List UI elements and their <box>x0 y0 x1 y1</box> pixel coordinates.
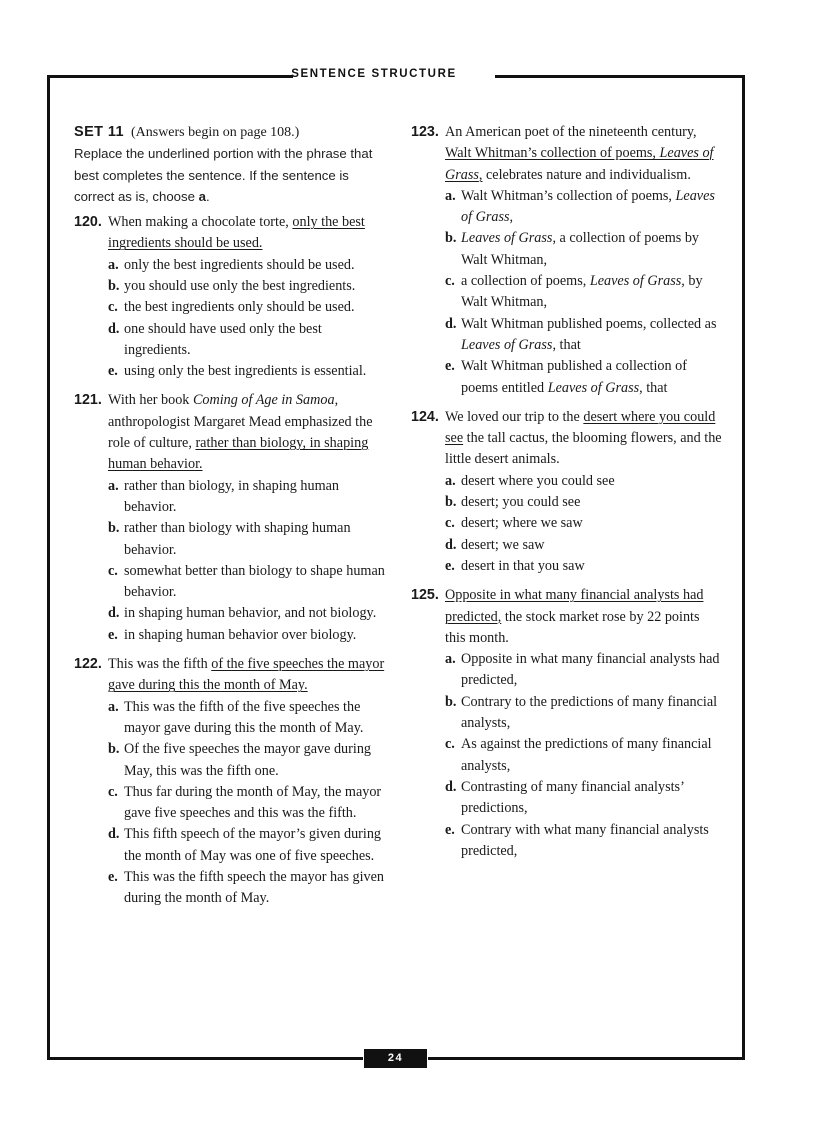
option-e[interactable]: e. using only the best ingredients is essential. <box>108 363 367 380</box>
set-label: SET 11 <box>74 124 124 140</box>
underlined-portion: desert where you could see <box>445 408 716 447</box>
question-number: 122. <box>74 656 102 673</box>
question-stem: 123. An American poet of the nineteenth century, Walt Whitman’s collection of poems, Leaves of Grass, celebrates nature and individualism. <box>411 122 723 186</box>
underlined-portion: of the five speeches the mayor gave during this the month of May. <box>108 656 385 694</box>
question-number: 125. <box>411 587 439 604</box>
option-e[interactable]: e. in shaping human behavior over biology. <box>108 626 357 643</box>
option-b[interactable]: b. Of the five speeches the mayor gave during May, this was the fifth one. <box>108 741 372 779</box>
question-stem: 124. We loved our trip to the desert where you could see the tall cactus, the blooming flowers, and the little desert animals. <box>411 407 723 471</box>
question-124 <box>411 407 723 577</box>
option-d[interactable]: d. Contrasting of many financial analysts’ predictions, <box>445 778 684 817</box>
option-d[interactable]: d. Walt Whitman published poems, collected as Leaves of Grass, that <box>445 315 717 353</box>
option-e[interactable]: e. Contrary with what many financial analysts predicted, <box>445 821 709 859</box>
question-number: 120. <box>74 214 102 231</box>
option-a[interactable]: a. Opposite in what many financial analysts had predicted, <box>445 651 720 689</box>
option-c[interactable]: c. a collection of poems, Leaves of Grass, by Walt Whitman, <box>445 273 703 311</box>
option-c[interactable]: c. somewhat better than biology to shape human behavior. <box>108 562 385 601</box>
frame-right-rule <box>742 75 745 1060</box>
question-number: 124. <box>411 408 439 425</box>
frame-top-right-rule <box>495 75 745 78</box>
question-stem: 121. With her book Coming of Age in Samoa, anthropologist Margaret Mead emphasized the role of culture, rather than biology, in shaping human behavior. <box>74 390 386 475</box>
underlined-portion: rather than biology, in shaping human behavior. <box>108 435 369 473</box>
option-a[interactable]: a. only the best ingredients should be used. <box>108 256 355 273</box>
underlined-portion: Walt Whitman’s collection of poems, Leaves of Grass, <box>445 145 714 183</box>
option-d[interactable]: d. This fifth speech of the mayor’s given during the month of May was one of five speeches. <box>108 826 382 864</box>
frame-bottom-left-rule <box>47 1057 363 1060</box>
answer-options <box>74 476 386 646</box>
set-heading <box>74 122 386 143</box>
instructions: Replace the underlined portion with the phrase that best completes the sentence. If the sentence is correct as is, choose a. <box>74 146 373 205</box>
option-c[interactable]: c. As against the predictions of many financial analysts, <box>445 736 712 774</box>
answer-options <box>411 649 723 862</box>
option-d[interactable]: d. one should have used only the best ingredients. <box>108 320 322 358</box>
option-c[interactable]: c. the best ingredients only should be used. <box>108 299 355 316</box>
answers-note: (Answers begin on page 108.) <box>130 125 300 140</box>
answer-options <box>74 255 386 383</box>
question-number: 121. <box>74 392 102 409</box>
frame-left-rule <box>47 75 50 1060</box>
option-b[interactable]: b. desert; you could see <box>445 494 581 511</box>
option-b[interactable]: b. Contrary to the predictions of many financial analysts, <box>445 693 718 732</box>
answer-options <box>411 186 723 399</box>
option-e[interactable]: e. This was the fifth speech the mayor has given during the month of May. <box>108 868 385 907</box>
section-title: SENTENCE STRUCTURE <box>291 68 457 80</box>
option-b[interactable]: b. rather than biology with shaping human behavior. <box>108 520 351 558</box>
option-c[interactable]: c. Thus far during the month of May, the mayor gave five speeches and this was the fifth. <box>108 783 382 822</box>
option-a[interactable]: a. desert where you could see <box>445 472 615 489</box>
option-b[interactable]: b. Leaves of Grass, a collection of poems by Walt Whitman, <box>445 230 700 268</box>
question-stem: 120. When making a chocolate torte, only the best ingredients should be used. <box>74 212 386 255</box>
option-b[interactable]: b. you should use only the best ingredients. <box>108 277 356 294</box>
frame-bottom-right-rule <box>428 1057 745 1060</box>
option-d[interactable]: d. desert; we saw <box>445 536 545 553</box>
right-column <box>411 122 723 870</box>
question-122 <box>74 654 386 910</box>
question-number: 123. <box>411 124 439 140</box>
page-number: 24 <box>364 1049 427 1068</box>
option-d[interactable]: d. in shaping human behavior, and not biology. <box>108 605 377 622</box>
underlined-portion: only the best ingredients should be used. <box>108 214 365 252</box>
option-e[interactable]: e. Walt Whitman published a collection of poems entitled Leaves of Grass, that <box>445 358 687 396</box>
question-125 <box>411 585 723 862</box>
underlined-portion: Opposite in what many financial analysts had predicted, <box>445 587 704 625</box>
question-120 <box>74 212 386 382</box>
option-a[interactable]: a. rather than biology, in shaping human behavior. <box>108 477 340 515</box>
answer-options <box>74 697 386 910</box>
option-e[interactable]: e. desert in that you saw <box>445 557 585 574</box>
question-121 <box>74 390 386 646</box>
question-stem: 122. This was the fifth of the five speeches the mayor gave during this the month of May. <box>74 654 386 697</box>
book-title: Coming of Age in Samoa <box>192 392 335 409</box>
option-a[interactable]: a. This was the fifth of the five speeches the mayor gave during this the month of May. <box>108 698 364 736</box>
question-123 <box>411 122 723 399</box>
left-column <box>74 122 386 918</box>
option-a[interactable]: a. Walt Whitman’s collection of poems, Leaves of Grass, <box>445 187 715 226</box>
option-c[interactable]: c. desert; where we saw <box>445 515 583 532</box>
question-stem: 125. Opposite in what many financial analysts had predicted, the stock market rose by 22 points this month. <box>411 585 723 649</box>
instructions-choice: a <box>198 189 206 205</box>
answer-options <box>411 471 723 577</box>
